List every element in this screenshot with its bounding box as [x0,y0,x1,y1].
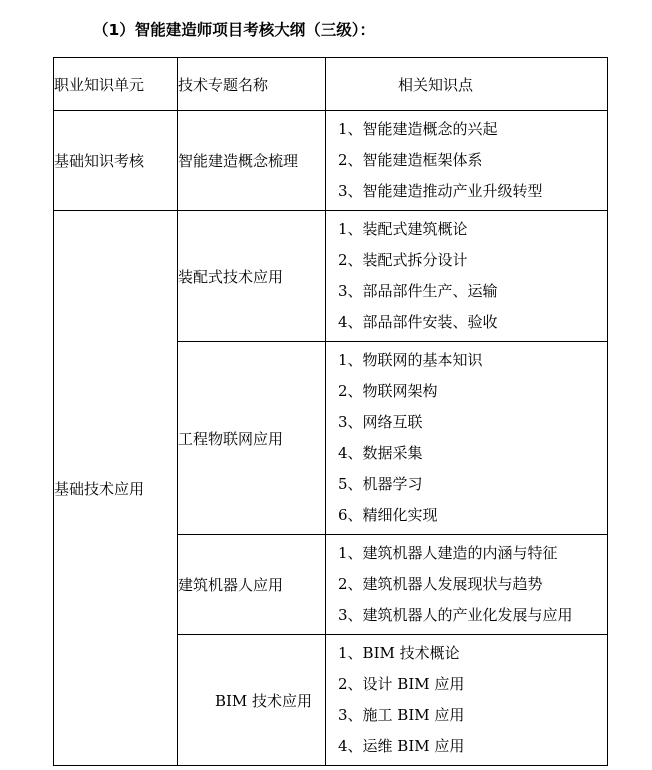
table-row [54,211,608,342]
header-points: 相关知识点 [326,58,608,111]
topic-cell: 建筑机器人应用 [178,535,326,635]
list-item: 5、机器学习 [338,475,423,493]
list-item: 4、部品部件安装、验收 [338,313,498,331]
list-item: 1、物联网的基本知识 [338,351,483,369]
list-item: 2、建筑机器人发展现状与趋势 [338,575,543,593]
topic-cell: 装配式技术应用 [178,211,326,342]
list-item: 3、智能建造推动产业升级转型 [338,182,543,200]
list-item: 4、数据采集 [338,444,423,462]
topic-cell: 工程物联网应用 [178,342,326,535]
points-cell [326,342,608,535]
points-list [326,535,607,634]
list-item: 1、BIM 技术概论 [338,644,460,662]
table-header-row [54,58,608,111]
points-cell [326,111,608,211]
exam-outline-table [53,57,608,766]
list-item: 1、建筑机器人建造的内涵与特征 [338,544,558,562]
table-row [54,111,608,211]
list-item: 2、物联网架构 [338,382,438,400]
points-list [326,635,607,765]
list-item: 6、精细化实现 [338,506,438,524]
list-item: 1、智能建造概念的兴起 [338,120,498,138]
header-topic: 技术专题名称 [178,58,326,111]
list-item: 3、施工 BIM 应用 [338,706,465,724]
points-cell [326,211,608,342]
points-list [326,342,607,534]
topic-cell: BIM 技术应用 [178,635,326,766]
list-item: 4、运维 BIM 应用 [338,737,465,755]
list-item: 2、设计 BIM 应用 [338,675,465,693]
points-cell [326,635,608,766]
unit-cell: 基础技术应用 [54,211,178,766]
list-item: 3、网络互联 [338,413,423,431]
list-item: 1、装配式建筑概论 [338,220,468,238]
list-item: 3、建筑机器人的产业化发展与应用 [338,606,573,624]
points-list [326,211,607,341]
unit-cell: 基础知识考核 [54,111,178,211]
header-unit: 职业知识单元 [54,58,178,111]
list-item: 3、部品部件生产、运输 [338,282,498,300]
page-title: （1）智能建造师项目考核大纲（三级）： [93,21,376,39]
list-item: 2、装配式拆分设计 [338,251,468,269]
list-item: 2、智能建造框架体系 [338,151,483,169]
topic-cell: 智能建造概念梳理 [178,111,326,211]
points-cell [326,535,608,635]
points-list [326,111,607,210]
